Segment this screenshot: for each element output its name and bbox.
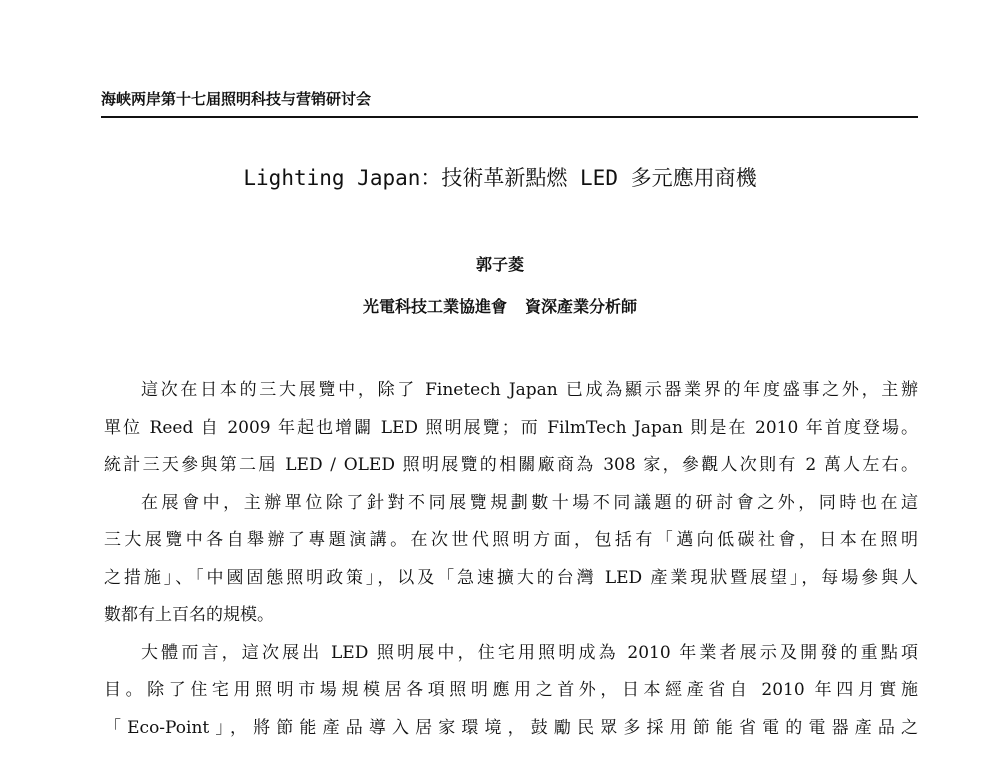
author-affiliation bbox=[0, 294, 1000, 317]
affiliation-org: 光電科技工業協進會 bbox=[362, 297, 507, 316]
paragraph-line: 數都有上百名的規模。 bbox=[104, 605, 274, 625]
author-name: 郭子菱 bbox=[475, 255, 524, 274]
paragraph-line: 這次在日本的三大展覽中，除了 Finetech Japan 已成為顯示器業界的年度盛事之外，主辦 bbox=[141, 380, 918, 400]
paragraph-line-cut: 「Eco-Point」，將節能產品導入居家環境，鼓勵民眾多採用節能省電的電器產品之 bbox=[104, 717, 918, 738]
header-rule bbox=[101, 116, 918, 118]
running-header: 海峡两岸第十七届照明科技与营销研讨会 bbox=[101, 90, 372, 108]
paragraph-line: 大體而言，這次展出 LED 照明展中，住宅用照明成為 2010 年業者展示及開發的重點項 bbox=[141, 642, 918, 663]
paragraph-line: 在展會中，主辦單位除了針對不同展覽規劃數十場不同議題的研討會之外，同時也在這 bbox=[141, 492, 918, 513]
paragraph-line: 三大展覽中各自舉辦了專題演講。在次世代照明方面，包括有「邁向低碳社會，日本在照明 bbox=[104, 530, 918, 550]
paragraph-line: 統計三天參與第二屆 LED / OLED 照明展覽的相關廠商為 308 家，參觀人次則有 2 萬人左右。 bbox=[104, 455, 918, 475]
paragraph-line: 單位 Reed 自 2009 年起也增闢 LED 照明展覽；而 FilmTech Japan 則是在 2010 年首度登場。 bbox=[104, 417, 918, 438]
paragraph-line: 之措施」、「中國固態照明政策」，以及「急速擴大的台灣 LED 產業現狀暨展望」，每場參與人 bbox=[104, 567, 918, 588]
affiliation-role: 資深產業分析師 bbox=[525, 297, 638, 316]
paragraph-line: 目。除了住宅用照明市場規模居各項照明應用之首外，日本經產省自 2010 年四月實施 bbox=[104, 680, 918, 700]
body-text bbox=[104, 372, 918, 738]
article-title: Lighting Japan：技術革新點燃 LED 多元應用商機 bbox=[243, 166, 757, 190]
